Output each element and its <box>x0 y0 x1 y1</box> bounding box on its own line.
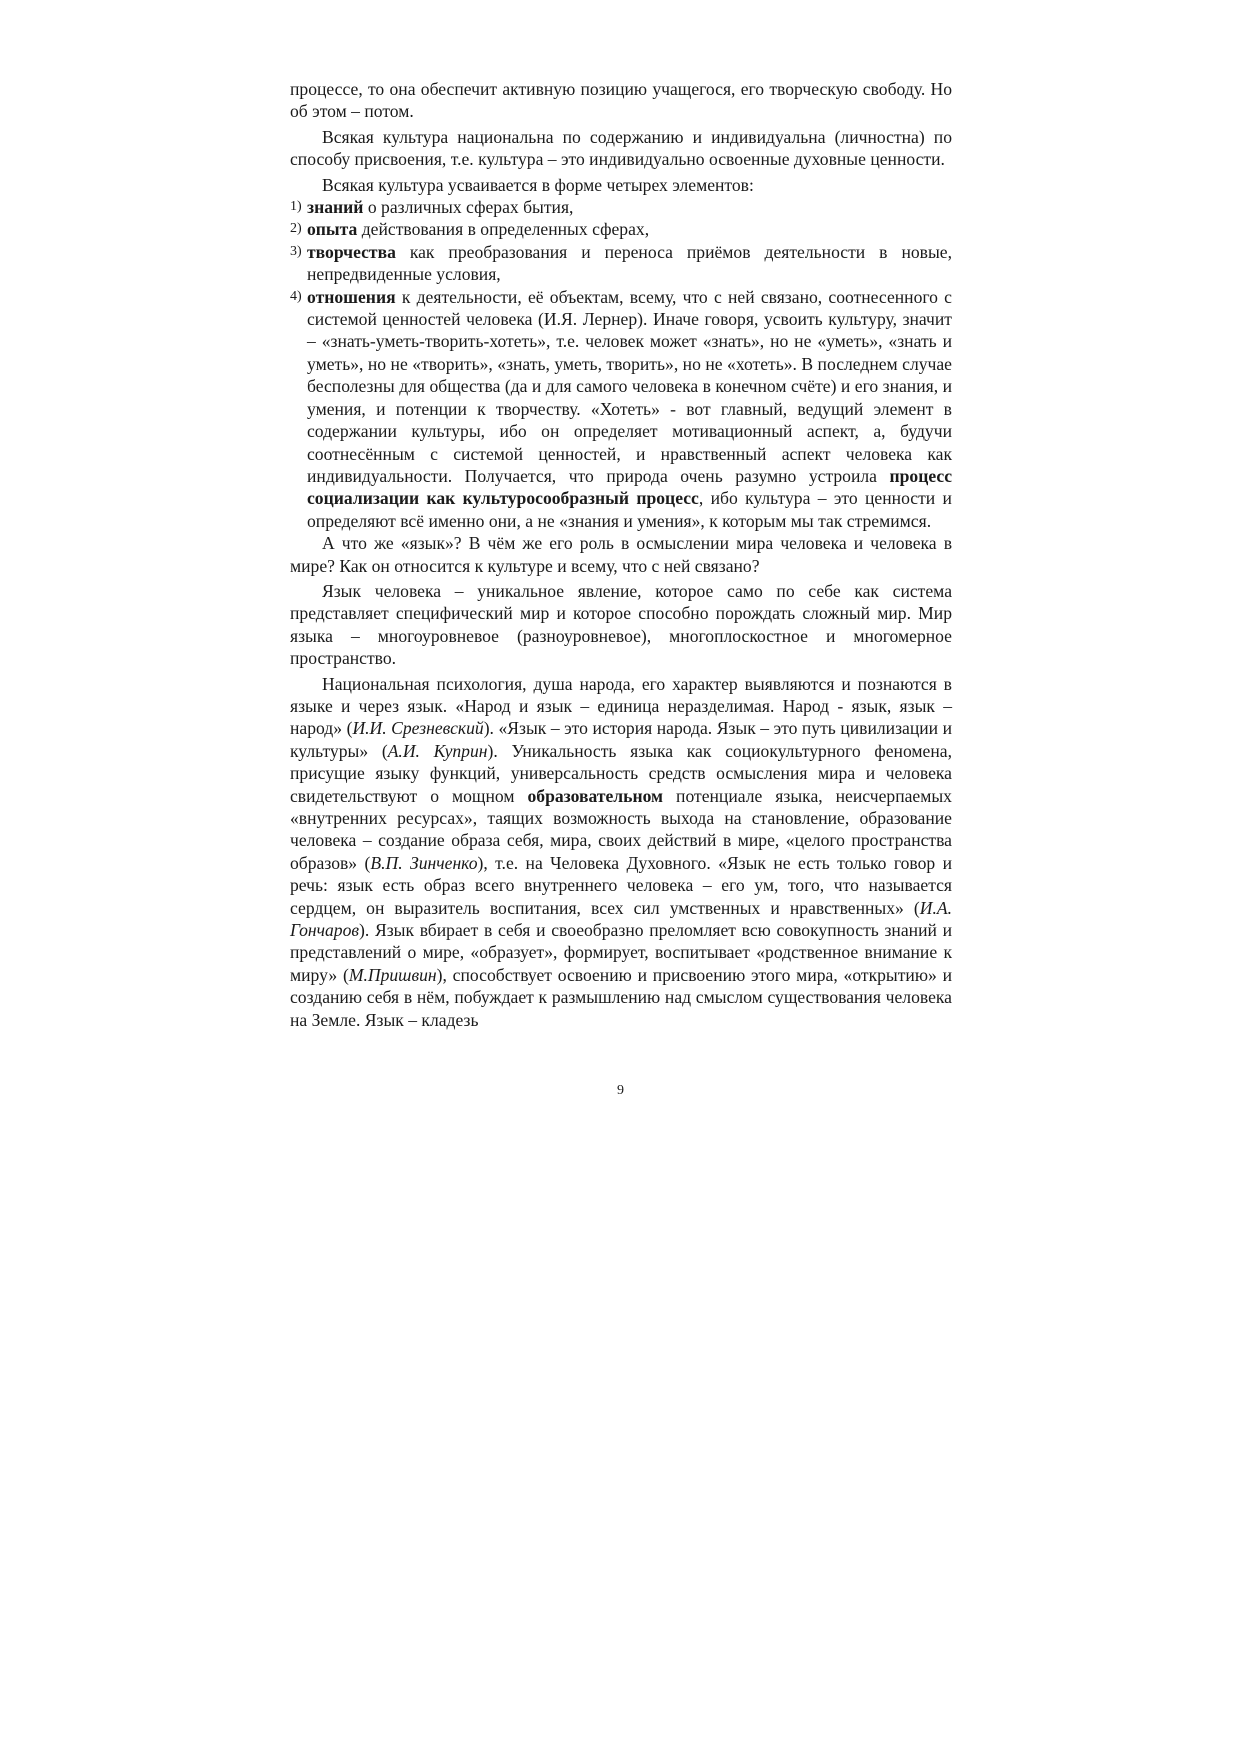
text-run: Национальная психология, душа народа, его характер выявляются и познаются в языке и через язык. «Народ и язык – единица неразделимая. Народ - язык, язык – народ» ( <box>290 673 952 739</box>
text-run: ). Язык вбирает в себя и своеобразно преломляет всю совокупность знаний и представлений о мире, «образует», формирует, воспитывает «родственное внимание к миру» ( <box>290 920 952 985</box>
list-item-term: опыта <box>307 219 358 240</box>
paragraph-what-is-language: А что же «язык»? В чём же его роль в осмыслении мира человека и человека в мире? Как он относится к культуре и всему, что с ней связано? <box>290 533 952 576</box>
list-item <box>290 241 952 286</box>
text-run: ), т.е. на Человека Духовного. «Язык не есть только говор и речь: язык есть образ всего внутреннего человека – его ум, того, что называется сердцем, он выразитель воспитания, всех сил умственных и нравственных» ( <box>290 852 952 918</box>
list-item-number: 2) <box>290 221 302 237</box>
list-item-number: 1) <box>290 199 302 215</box>
list-item-term: отношения <box>307 286 396 307</box>
text-run: ). «Язык – это история народа. Язык – это путь цивилизации и культуры» ( <box>290 718 952 761</box>
paragraph-national-psychology <box>290 673 952 1032</box>
list-item-description: о различных сферах бытия, <box>363 197 574 218</box>
list-item-description: действования в определенных сферах, <box>357 219 650 240</box>
list-item-number: 3) <box>290 243 302 259</box>
list-item-description-end: , ибо культура – это ценности и определяют всё именно они, а не «знания и умения», к которым мы так стремимся. <box>307 488 952 531</box>
list-item-emphasis: процесс социализации как культуросообразный процесс <box>307 465 952 509</box>
citation-author: И.И. Срезневский <box>352 718 484 739</box>
text-run: потенциале языка, неисчерпаемых «внутренних ресурсах», таящих возможность выхода на становление, образование человека – создание образа себя, мира, своих действий в мире, «целого пространства образов» ( <box>290 785 952 873</box>
citation-author: И.А. Гончаров <box>290 897 952 941</box>
list-item <box>290 286 952 532</box>
list-item-description: к деятельности, её объектам, всему, что с ней связано, соотнесенного с системой ценностей человека (И.Я. Лернер). Иначе говоря, усвоить культуру, значит – «знать-уметь-творить-хотеть», т.е. человек может «знать», но не «уметь», «знать и уметь», но не «творить», «знать, уметь, творить», но не «хотеть». В последнем случае бесполезны для общества (да и для самого человека в конечном счёте) и его знания, и умения, и потенции к творчеству. «Хотеть» - вот главный, ведущий элемент в содержании культуры, ибо он определяет мотивационный аспект, а, будучи соотнесённым с системой ценностей, и нравственный аспект человека как индивидуальности. Получается, что природа очень разумно устроила <box>307 286 952 486</box>
page-number: 9 <box>617 1083 624 1098</box>
four-elements-list <box>290 196 952 532</box>
list-item-text <box>307 241 952 286</box>
citation-author: А.И. Куприн <box>387 740 488 761</box>
list-item-text <box>307 218 952 240</box>
citation-author: В.П. Зинченко <box>370 852 478 873</box>
list-item-term: знаний <box>307 197 364 218</box>
paragraph-four-elements-intro: Всякая культура усваивается в форме четырех элементов: <box>322 174 754 195</box>
paragraph-language-unique: Язык человека – уникальное явление, которое само по себе как система представляет специфический мир и которое способно порождать сложный мир. Мир языка – многоуровневое (разноуровневое), многоплоскостное и многомерное пространство. <box>290 580 952 669</box>
list-item-description: как преобразования и переноса приёмов деятельности в новые, непредвиденные условия, <box>307 241 952 285</box>
list-item <box>290 196 952 218</box>
list-item-number: 4) <box>290 288 302 304</box>
text-run: ). Уникальность языка как социокультурного феномена, присущие языку функций, универсальность средств осмысления мира и человека свидетельствуют о мощном <box>290 740 952 806</box>
list-item-text <box>307 196 952 218</box>
list-item-text <box>307 286 952 532</box>
list-item <box>290 218 952 240</box>
list-item-term: творчества <box>307 241 396 262</box>
emphasis-term: образовательном <box>527 785 664 806</box>
document-page <box>290 78 952 1031</box>
paragraph-culture-national: Всякая культура национальна по содержанию и индивидуальна (личностна) по способу присвоения, т.е. культура – это индивидуально освоенные духовные ценности. <box>290 126 952 170</box>
text-run: ), способствует освоению и присвоению этого мира, «открытию» и созданию себя в нём, побуждает к размышлению над смыслом существования человека на Земле. Язык – кладезь <box>290 964 953 1030</box>
citation-author: М.Пришвин <box>348 964 437 985</box>
paragraph-continuation: процессе, то она обеспечит активную позицию учащегося, его творческую свободу. Но об этом – потом. <box>290 79 952 122</box>
